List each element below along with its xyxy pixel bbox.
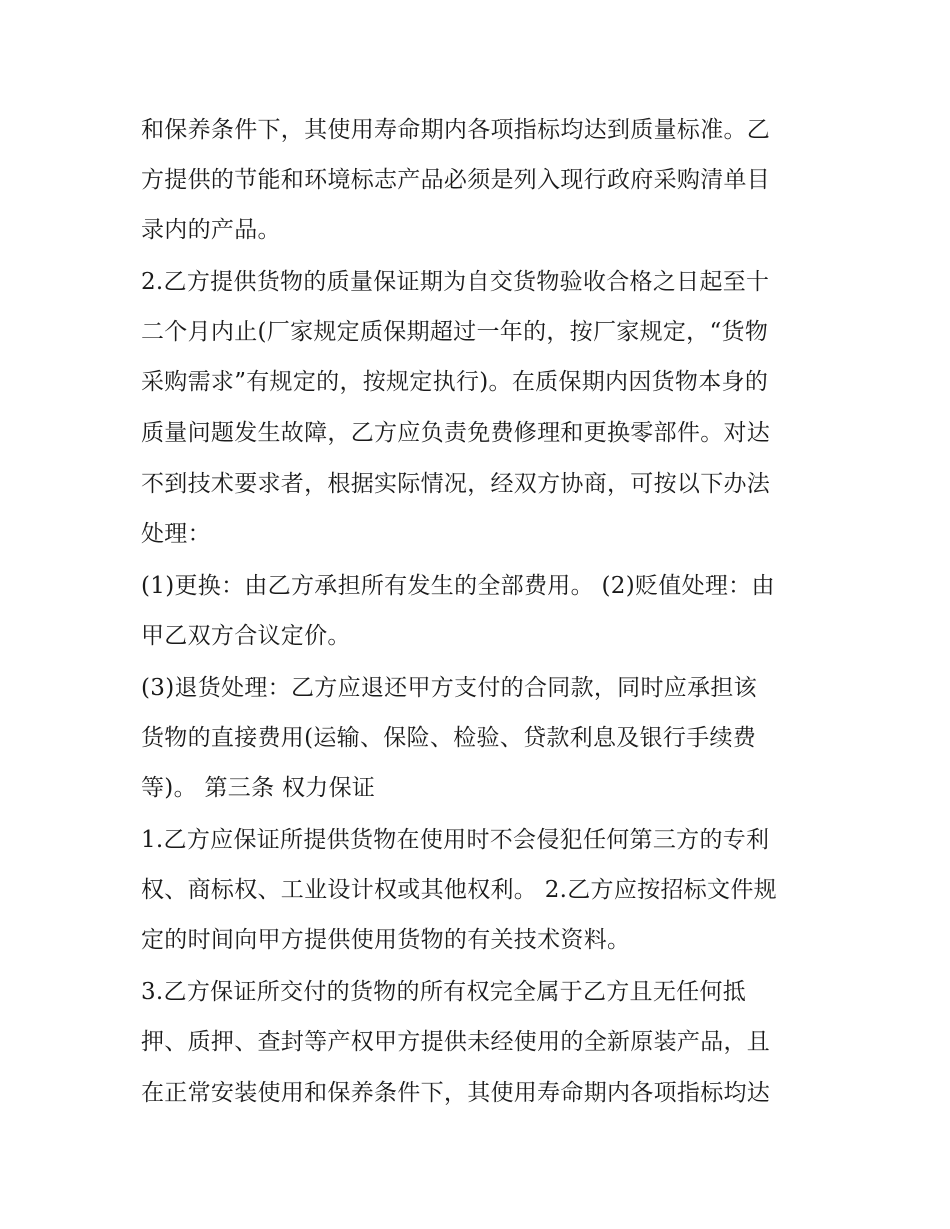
text-line: 押、质押、查封等产权甲方提供未经使用的全新原装产品，且 xyxy=(141,1029,771,1055)
text-line: (3)退货处理：乙方应退还甲方支付的合同款，同时应承担该 xyxy=(141,675,757,701)
text-line: 和保养条件下，其使用寿命期内各项指标均达到质量标准。乙 xyxy=(141,117,771,143)
text-line: 1.乙方应保证所提供货物在使用时不会侵犯任何第三方的专利 xyxy=(141,827,770,853)
text-line: 定的时间向甲方提供使用货物的有关技术资料。 xyxy=(141,927,631,953)
text-line: 在正常安装使用和保养条件下，其使用寿命期内各项指标均达 xyxy=(141,1080,771,1106)
text-line: 质量问题发生故障，乙方应负责免费修理和更换零部件。对达 xyxy=(141,420,771,446)
text-line: 货物的直接费用(运输、保险、检验、贷款利息及银行手续费 xyxy=(141,725,757,751)
text-line: 不到技术要求者，根据实际情况，经双方协商，可按以下办法 xyxy=(141,471,771,497)
text-line: 3.乙方保证所交付的货物的所有权完全属于乙方且无任何抵 xyxy=(141,979,747,1005)
text-line: 权、商标权、工业设计权或其他权利。 2.乙方应按招标文件规 xyxy=(141,877,777,903)
text-line: 二个月内止(厂家规定质保期超过一年的，按厂家规定，“货物 xyxy=(141,319,769,345)
text-line: 2.乙方提供货物的质量保证期为自交货物验收合格之日起至十 xyxy=(141,269,770,295)
text-line: (1)更换：由乙方承担所有发生的全部费用。 (2)贬值处理：由 xyxy=(141,573,775,599)
text-line: 甲乙双方合议定价。 xyxy=(141,623,351,649)
text-line: 采购需求”有规定的，按规定执行)。在质保期内因货物本身的 xyxy=(141,369,769,395)
text-line: 处理： xyxy=(141,521,211,547)
text-line: 录内的产品。 xyxy=(141,217,281,243)
text-line: 方提供的节能和环境标志产品必须是列入现行政府采购清单目 xyxy=(141,167,771,193)
text-line: 等)。 第三条 权力保证 xyxy=(141,775,376,801)
